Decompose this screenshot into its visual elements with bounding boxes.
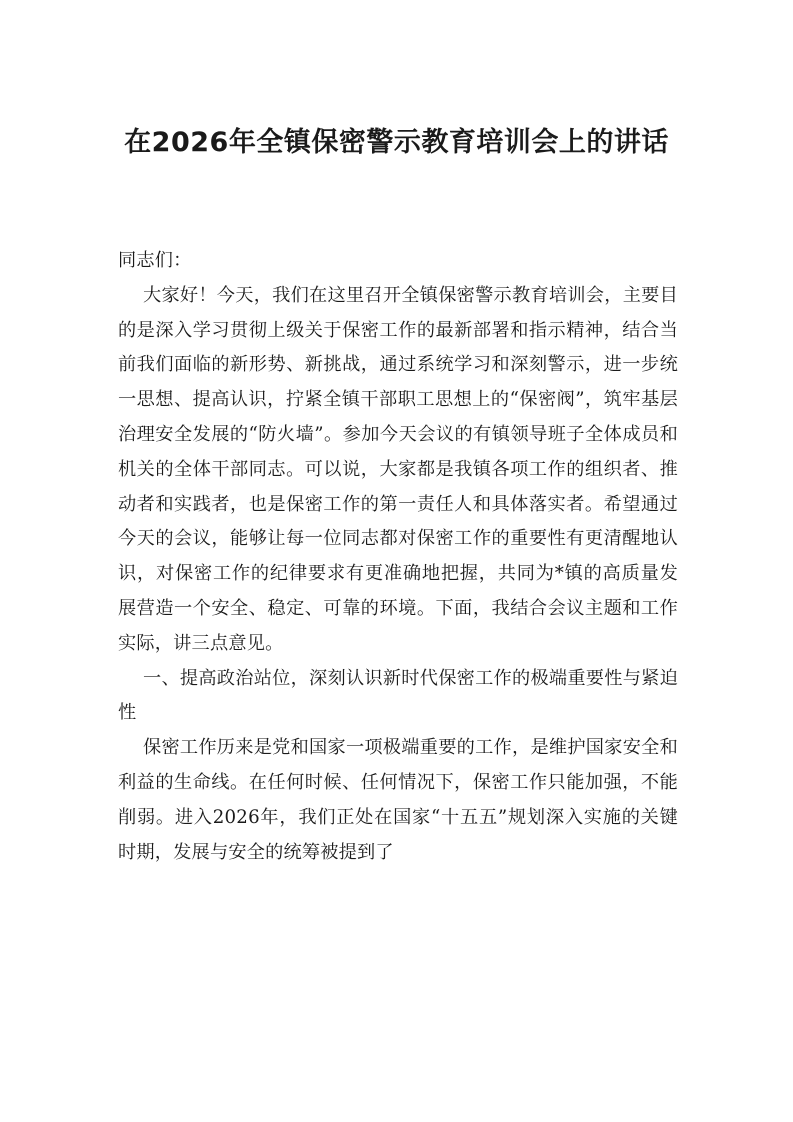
intro-paragraph: 大家好！今天，我们在这里召开全镇保密警示教育培训会，主要目的是深入学习贯彻上级关于保密工作的最新部署和指示精神，结合当前我们面临的新形势、新挑战，通过系统学习和深刻警示，进一步统一思想、提高认识，拧紧全镇干部职工思想上的“保密阀”，筑牢基层治理安全发展的“防火墙”。参加今天会议的有镇领导班子全体成员和机关的全体干部同志。可以说，大家都是我镇各项工作的组织者、推动者和实践者，也是保密工作的第一责任人和具体落实者。希望通过今天的会议，能够让每一位同志都对保密工作的重要性有更清醒地认识，对保密工作的纪律要求有更准确地把握，共同为*镇的高质量发展营造一个安全、稳定、可靠的环境。下面，我结合会议主题和工作实际，讲三点意见。 [118, 284, 678, 654]
document-body [118, 244, 678, 870]
section-heading-1: 一、提高政治站位，深刻认识新时代保密工作的极端重要性与紧迫性 [118, 667, 678, 724]
greeting-line: 同志们： [118, 250, 192, 271]
document-title: 在2026年全镇保密警示教育培训会上的讲话 [124, 127, 669, 158]
body-paragraph: 保密工作历来是党和国家一项极端重要的工作，是维护国家安全和利益的生命线。在任何时候、任何情况下，保密工作只能加强，不能削弱。进入2026年，我们正处在国家“十五五”规划深入实施的关键时期，发展与安全的统筹被提到了 [118, 737, 678, 863]
